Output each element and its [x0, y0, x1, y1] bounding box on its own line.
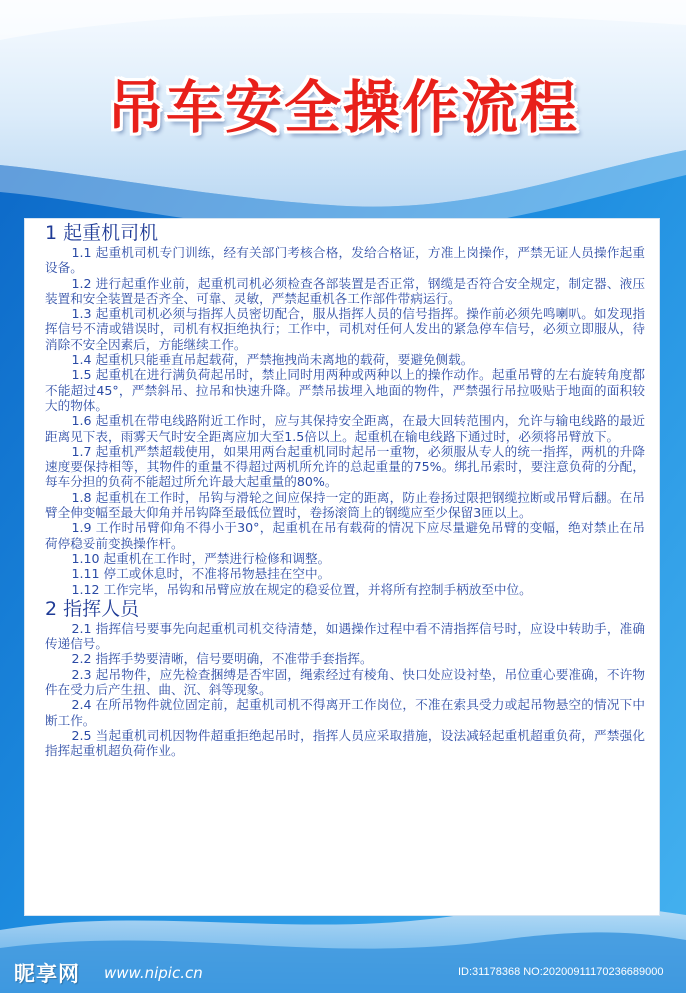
content-panel: [24, 218, 660, 916]
image-id-text: ID:31178368 NO:20200911170236689000: [458, 966, 664, 978]
list-item: 1.6 起重机在带电线路附近工作时，应与其保持安全距离，在最大回转范围内，允许与输电线路的最近距离见下表，雨雾天气时安全距离应加大至1.5倍以上。起重机在输电线路下通过时，必须将吊臂放下。: [45, 413, 645, 444]
list-item: 1.11 停工或休息时，不准将吊物悬挂在空中。: [71, 566, 331, 582]
list-item: 2.1 指挥信号要事先向起重机司机交待清楚，如遇操作过程中看不清指挥信号时，应设中转助手，准确传递信号。: [45, 620, 645, 652]
list-item: 1.9 工作时吊臂仰角不得小于30°，起重机在吊有载荷的情况下应尽量避免吊臂的变幅，绝对禁止在吊荷停稳妥前变换操作杆。: [45, 520, 645, 551]
list-item: 1.8 起重机在工作时，吊钩与滑轮之间应保持一定的距离，防止卷扬过限把钢缆拉断或吊臂后翻。在吊臂全伸变幅至最大仰角并吊钩降至最低位置时，卷扬滚筒上的钢缆应至少保留3匝以上。: [45, 489, 645, 521]
watermark-url: www.nipic.cn: [104, 964, 203, 982]
list-item: 2.5 当起重机司机因物件超重拒绝起吊时，指挥人员应采取措施，设法减轻起重机超重负荷，严禁强化指挥起重机超负荷作业。: [45, 727, 645, 759]
page-title: 吊车安全操作流程: [107, 75, 579, 141]
list-item: 1.7 起重机严禁超载使用，如果用两台起重机同时起吊一重物，必须服从专人的统一指挥，两机的升降速度要保持相等，其物件的重量不得超过两机所允许的总起重量的75%。绑扎吊索时，要注意负荷的分配，每车分担的负荷不能超过所允许最大起重量的80%。: [45, 443, 645, 490]
section-heading-crane-operator: 1 起重机司机: [45, 222, 159, 244]
list-item: 1.3 起重机司机必须与指挥人员密切配合，服从指挥人员的信号指挥。操作前必须先鸣喇叭。如发现指挥信号不清或错误时，司机有权拒绝执行；工作中，司机对任何人发出的紧急停车信号，必须立即服从，待消除不安全因素后，方能继续工作。: [45, 306, 645, 352]
list-item: 2.4 在所吊物件就位固定前，起重机司机不得离开工作岗位，不准在索具受力或起吊物悬空的情况下中断工作。: [45, 697, 645, 728]
list-item: 1.4 起重机只能垂直吊起载荷，严禁拖拽尚未离地的载荷，要避免侧载。: [71, 352, 474, 368]
list-item: 1.1 起重机司机专门训练，经有关部门考核合格，发给合格证，方准上岗操作，严禁无证人员操作起重设备。: [45, 245, 645, 276]
list-item: 1.5 起重机在进行满负荷起吊时，禁止同时用两种或两种以上的操作动作。起重吊臂的左右旋转角度都不能超过45°，严禁斜吊、拉吊和快速升降。严禁吊拔埋入地面的物件，严禁强行吊拉吸贴于地面的面积较大的物体。: [45, 367, 645, 413]
list-item: 1.12 工作完毕，吊钩和吊臂应放在规定的稳妥位置，并将所有控制手柄放至中位。: [71, 581, 532, 597]
list-item: 2.2 指挥手势要清晰，信号要明确，不准带手套指挥。: [71, 651, 373, 667]
watermark-logo: 昵享网: [14, 962, 80, 986]
list-item: 1.2 进行起重作业前，起重机司机必须检查各部装置是否正常，钢缆是否符合安全规定，制定器、液压装置和安全装置是否齐全、可靠、灵敏，严禁起重机各工作部件带病运行。: [45, 275, 645, 306]
list-item: 1.10 起重机在工作时，严禁进行检修和调整。: [71, 550, 331, 566]
list-item: 2.3 起吊物件，应先检查捆缚是否牢固，绳索经过有棱角、快口处应设衬垫，吊位重心要准确，不许物件在受力后产生扭、曲、沉、斜等现象。: [45, 666, 645, 698]
section-heading-signal-person: 2 指挥人员: [45, 597, 140, 620]
